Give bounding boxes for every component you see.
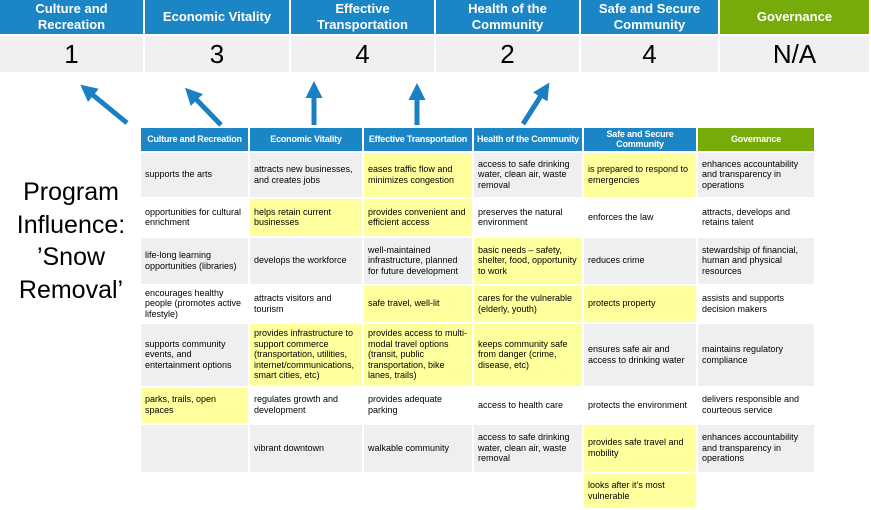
matrix-cell: regulates growth and development	[250, 388, 362, 423]
summary-score-governance: N/A	[720, 36, 869, 72]
matrix-cell	[698, 474, 814, 508]
matrix-cell: opportunities for cultural enrichment	[141, 199, 248, 236]
matrix-cell	[250, 474, 362, 508]
matrix-cell: maintains regulatory compliance	[698, 324, 814, 386]
matrix-cell	[141, 474, 248, 508]
arrow-economic-vitality	[192, 95, 221, 125]
matrix-cell-highlighted: protects property	[584, 286, 696, 322]
matrix-cell: provides adequate parking	[364, 388, 472, 423]
matrix-cell-highlighted: eases traffic flow and minimizes congestion	[364, 153, 472, 197]
matrix-cell	[364, 474, 472, 508]
matrix-row	[141, 199, 814, 236]
matrix-header-effective-transportation: Effective Transportation	[364, 128, 472, 151]
summary-score-row	[0, 36, 869, 72]
matrix-cell: enhances accountability and transparency in operations	[698, 425, 814, 472]
matrix-cell: supports community events, and entertainment options	[141, 324, 248, 386]
matrix-cell: assists and supports decision makers	[698, 286, 814, 322]
summary-header-row	[0, 0, 869, 34]
summary-score-safe-and-secure-community: 4	[581, 36, 718, 72]
matrix-cell-highlighted: keeps community safe from danger (crime, disease, etc)	[474, 324, 582, 386]
matrix-cell: preserves the natural environment	[474, 199, 582, 236]
matrix-cell: life-long learning opportunities (libraries)	[141, 238, 248, 284]
summary-score-effective-transportation: 4	[291, 36, 434, 72]
matrix-cell-highlighted: helps retain current businesses	[250, 199, 362, 236]
matrix-header-culture-and-recreation: Culture and Recreation	[141, 128, 248, 151]
matrix-cell: delivers responsible and courteous service	[698, 388, 814, 423]
matrix-row	[141, 324, 814, 386]
matrix-row	[141, 474, 814, 508]
summary-header-health-of-the-community: Health of the Community	[436, 0, 579, 34]
program-summary-table	[0, 0, 871, 74]
matrix-cell: well-maintained infrastructure, planned for future development	[364, 238, 472, 284]
matrix-cell: reduces crime	[584, 238, 696, 284]
matrix-cell-highlighted: is prepared to respond to emergencies	[584, 153, 696, 197]
matrix-cell-highlighted: provides infrastructure to support commerce (transportation, utilities, internet/communications, smart cities, etc)	[250, 324, 362, 386]
summary-score-economic-vitality: 3	[145, 36, 289, 72]
matrix-cell: stewardship of financial, human and physical resources	[698, 238, 814, 284]
matrix-body	[141, 153, 814, 508]
summary-header-governance: Governance	[720, 0, 869, 34]
matrix-cell-highlighted: parks, trails, open spaces	[141, 388, 248, 423]
matrix-row	[141, 238, 814, 284]
matrix-cell-highlighted: looks after it's most vulnerable	[584, 474, 696, 508]
matrix-cell: access to safe drinking water, clean air, waste removal	[474, 153, 582, 197]
matrix-cell-highlighted: provides convenient and efficient access	[364, 199, 472, 236]
matrix-header-economic-vitality: Economic Vitality	[250, 128, 362, 151]
matrix-cell-highlighted: provides access to multi-modal travel options (transit, public transportation, bike lanes, trails)	[364, 324, 472, 386]
matrix-cell: encourages healthy people (promotes active lifestyle)	[141, 286, 248, 322]
matrix-header-row	[141, 128, 814, 151]
matrix-cell: ensures safe air and access to drinking water	[584, 324, 696, 386]
summary-score-culture-and-recreation: 1	[0, 36, 143, 72]
influence-matrix-table	[139, 126, 816, 510]
summary-header-economic-vitality: Economic Vitality	[145, 0, 289, 34]
summary-score-health-of-the-community: 2	[436, 36, 579, 72]
matrix-cell: attracts visitors and tourism	[250, 286, 362, 322]
influence-arrows	[0, 76, 859, 130]
matrix-header-safe-and-secure-community: Safe and Secure Community	[584, 128, 696, 151]
matrix-cell-highlighted: cares for the vulnerable (elderly, youth)	[474, 286, 582, 322]
matrix-cell-highlighted: safe travel, well-lit	[364, 286, 472, 322]
summary-header-effective-transportation: Effective Transportation	[291, 0, 434, 34]
program-title: Program Influence: ’Snow Removal’	[16, 178, 126, 304]
arrow-safe-secure-community	[523, 91, 544, 124]
matrix-cell: attracts new businesses, and creates jobs	[250, 153, 362, 197]
matrix-cell: supports the arts	[141, 153, 248, 197]
matrix-header-health-of-the-community: Health of the Community	[474, 128, 582, 151]
matrix-cell	[474, 474, 582, 508]
matrix-cell: protects the environment	[584, 388, 696, 423]
matrix-row	[141, 388, 814, 423]
matrix-cell: develops the workforce	[250, 238, 362, 284]
matrix-header-governance: Governance	[698, 128, 814, 151]
matrix-cell: walkable community	[364, 425, 472, 472]
matrix-cell: enforces the law	[584, 199, 696, 236]
summary-header-safe-and-secure-community: Safe and Secure Community	[581, 0, 718, 34]
matrix-cell	[141, 425, 248, 472]
summary-header-culture-and-recreation: Culture and Recreation	[0, 0, 143, 34]
matrix-row	[141, 425, 814, 472]
matrix-cell: access to health care	[474, 388, 582, 423]
matrix-row	[141, 286, 814, 322]
matrix-cell-highlighted: basic needs – safety, shelter, food, opportunity to work	[474, 238, 582, 284]
matrix-row	[141, 153, 814, 197]
matrix-cell: enhances accountability and transparency in operations	[698, 153, 814, 197]
matrix-cell-highlighted: provides safe travel and mobility	[584, 425, 696, 472]
matrix-cell: attracts, develops and retains talent	[698, 199, 814, 236]
arrow-culture-recreation	[88, 91, 127, 123]
matrix-cell: vibrant downtown	[250, 425, 362, 472]
matrix-cell: access to safe drinking water, clean air, waste removal	[474, 425, 582, 472]
